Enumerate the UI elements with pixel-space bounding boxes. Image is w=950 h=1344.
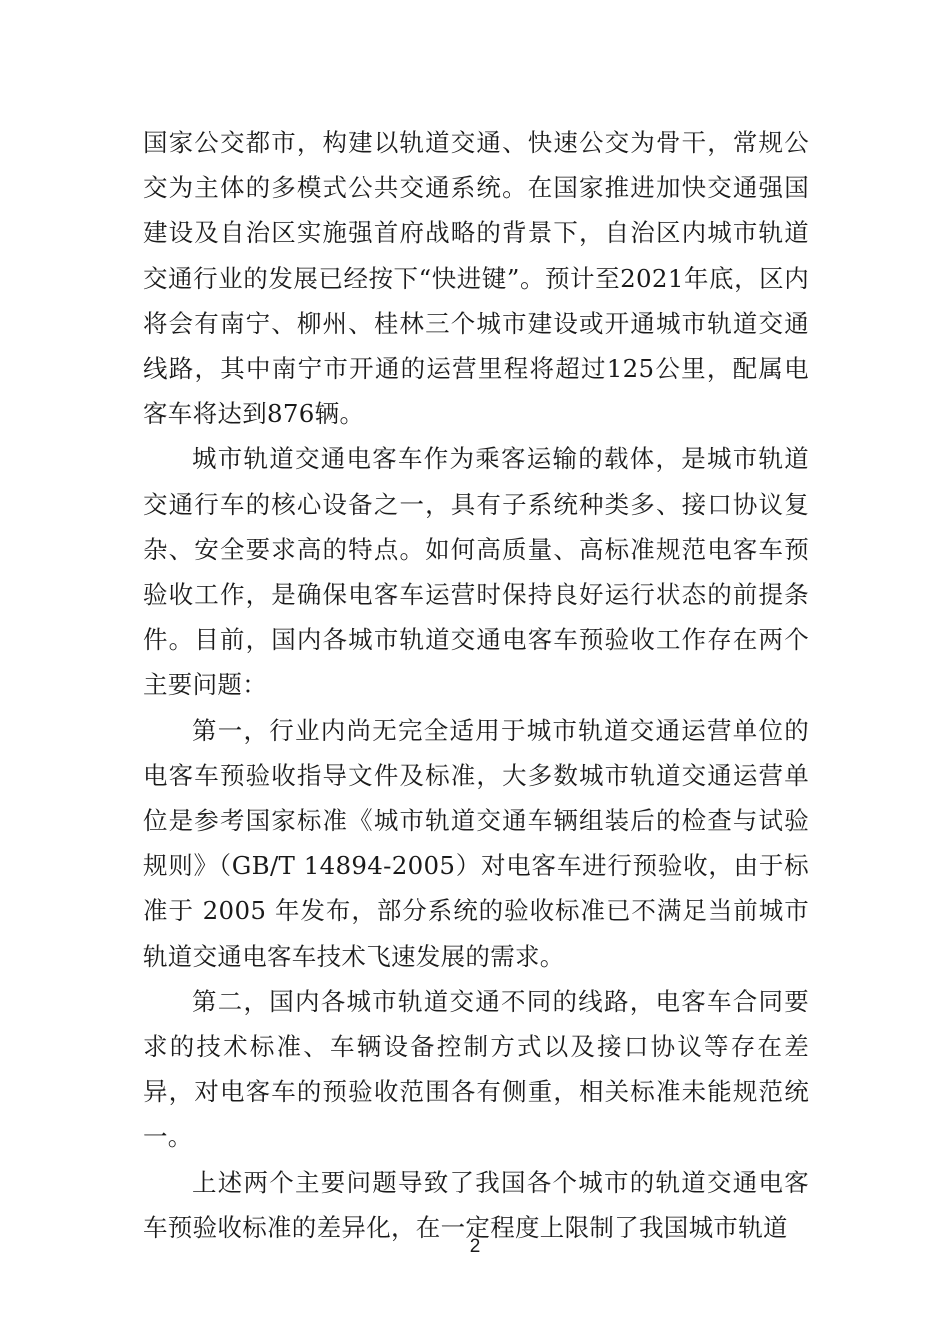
paragraph-problem-one: 第一，行业内尚无完全适用于城市轨道交通运营单位的电客车预验收指导文件及标准，大多数城市轨道交通运营单位是参考国家标准《城市轨道交通车辆组装后的检查与试验规则》（GB/T 14894-2005）对电客车进行预验收，由于标准于 2005 年发布，部分系统的验收标准已不满足当前城市轨道交通电客车技术飞速发展的需求。 <box>143 715 809 971</box>
paragraph-conclusion: 上述两个主要问题导致了我国各个城市的轨道交通电客车预验收标准的差异化，在一定程度上限制了我国城市轨道 <box>143 1167 809 1242</box>
paragraph-rolling-stock-role: 城市轨道交通电客车作为乘客运输的载体，是城市轨道交通行车的核心设备之一，具有子系统种类多、接口协议复杂、安全要求高的特点。如何高质量、高标准规范电客车预验收工作，是确保电客车运营时保持良好运行状态的前提条件。目前，国内各城市轨道交通电客车预验收工作存在两个主要问题： <box>143 444 809 700</box>
paragraph-continuation: 国家公交都市，构建以轨道交通、快速公交为骨干，常规公交为主体的多模式公共交通系统。在国家推进加快交通强国建设及自治区实施强首府战略的背景下，自治区内城市轨道交通行业的发展已经按下“快进键”。预计至2021年底，区内将会有南宁、柳州、桂林三个城市建设或开通城市轨道交通线路，其中南宁市开通的运营里程将超过125公里，配属电客车将达到876辆。 <box>143 128 809 429</box>
page-number: 2 <box>469 1236 481 1257</box>
document-body <box>143 120 809 1250</box>
paragraph-problem-two: 第二，国内各城市轨道交通不同的线路，电客车合同要求的技术标准、车辆设备控制方式以及接口协议等存在差异，对电客车的预验收范围各有侧重，相关标准未能规范统一。 <box>143 986 809 1152</box>
